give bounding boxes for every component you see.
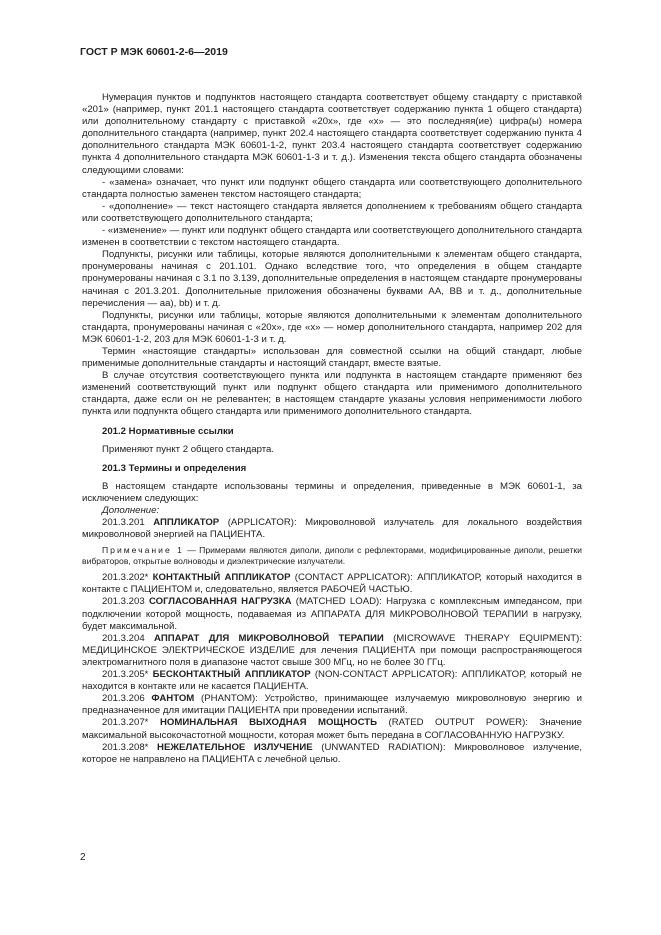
term-definition — [82, 596, 582, 632]
intro-paragraph: Подпункты, рисунки или таблицы, которые являются дополнительными к элементам общего стандарта, пронумерованы начиная с 201.101. Однако вследствие того, что определения в общем стандарте пронумерованы начиная с 3.1 по 3.139, дополнительные определения в настоящем стандарте пронумерованы начиная с 201.3.201. Дополнительные приложения обозначены буквами АА, ВВ и т. д., дополнительные перечисления — аа), bb) и т. д. — [82, 249, 582, 309]
intro-list-item: - «замена» означает, что пункт или подпункт общего стандарта или соответствующего дополнительного стандарта полностью заменен текстом настоящего стандарта; — [82, 176, 582, 200]
note-text: — Примерами являются диполи, диполи с рефлекторами, модифицированные диполи, решетки вибраторов, открытые волноводы и диэлектрические излучатели. — [82, 545, 582, 567]
section-text: В настоящем стандарте использованы термины и определения, приведенные в МЭК 60601-1, за исключением следующих: — [82, 480, 582, 504]
intro-paragraph: В случае отсутствия соответствующего пункта или подпункта в настоящем стандарте применяют без изменений соответствующий пункт или подпункт общего стандарта или применимого дополнительного стандарта, даже если он не релевантен; в настоящем стандарте указаны условия неприменимости любого пункта или подпункта общего стандарта или применимого дополнительного стандарта. — [82, 370, 582, 418]
term-name: СОГЛАСОВАННАЯ НАГРУЗКА — [148, 596, 292, 608]
term-name: ФАНТОМ — [151, 693, 195, 705]
term-def: (RATED OUTPUT POWER): Значение максимальной высокочастотной мощности, которая может быть передана в СОГЛАСОВАННУЮ НАГРУЗКУ. — [82, 717, 582, 741]
section-heading-normative-references: 201.2 Нормативные ссылки — [102, 425, 234, 437]
term-definition — [82, 693, 582, 717]
intro-paragraph: Нумерация пунктов и подпунктов настоящего стандарта соответствует общему стандарту с приставкой «201» (например, пункт 201.1 настоящего стандарта соответствует содержанию пункта 1 общего стандарта) или дополнительному стандарту с приставкой «20х», где «х» — это последняя(ие) цифра(ы) номера дополнительного стандарта (например, пункт 202.4 настоящего стандарта соответствует содержанию пункта 4 дополнительного стандарта МЭК 60601-1-2, пункт 203.4 настоящего стандарта соответствует содержанию пункта 4 дополнительного стандарта МЭК 60601-1-3 и т. д.). Изменения текста общего стандарта обозначены следующими словами: — [82, 92, 582, 176]
term-number: 201.3.203 — [102, 596, 145, 608]
term-name: БЕСКОНТАКТНЫЙ АППЛИКАТОР — [152, 669, 311, 681]
term-number: 201.3.202* — [102, 572, 149, 584]
page-body — [82, 92, 582, 766]
term-name: КОНТАКТНЫЙ АППЛИКАТОР — [152, 572, 291, 584]
page-number: 2 — [80, 852, 86, 863]
term-name: НОМИНАЛЬНАЯ ВЫХОДНАЯ МОЩНОСТЬ — [159, 717, 378, 729]
term-def: (MICROWAVE THERAPY EQUIPMENT): МЕДИЦИНСКОЕ ЭЛЕКТРИЧЕСКОЕ ИЗДЕЛИЕ для лечения ПАЦИЕНТА при помощи распространяющегося электромагнитного поля в диапазоне частот свыше 300 МГц, но не более 30 ГГц. — [82, 632, 582, 668]
intro-list-item: - «дополнение» — текст настоящего стандарта является дополнением к требованиям общего стандарта или соответствующего дополнительного стандарта; — [82, 200, 582, 224]
term-definition — [82, 742, 582, 766]
note — [82, 545, 582, 567]
term-definition — [82, 517, 582, 541]
term-definition — [82, 633, 582, 669]
term-number: 201.3.206 — [102, 693, 145, 705]
intro-list-item: - «изменение» — пункт или подпункт общего стандарта или соответствующего дополнительного стандарта изменен в соответствии с текстом настоящего стандарта. — [82, 225, 582, 249]
document-header: ГОСТ Р МЭК 60601-2-6—2019 — [80, 46, 228, 58]
term-number: 201.3.208* — [102, 741, 149, 753]
term-definition — [82, 572, 582, 596]
term-def: (MATCHED LOAD): Нагрузка с комплексным импедансом, при подключении которой мощность, подаваемая из АППАРАТА ДЛЯ МИКРОВОЛНОВОЙ ТЕРАПИИ в нагрузку, будет максимальной. — [82, 596, 582, 632]
term-definition — [82, 669, 582, 693]
term-number: 201.3.205* — [102, 669, 149, 681]
addition-label: Дополнение: — [102, 505, 160, 516]
term-number: 201.3.207* — [102, 717, 149, 729]
term-name: НЕЖЕЛАТЕЛЬНОЕ ИЗЛУЧЕНИЕ — [157, 741, 313, 753]
term-name: АППАРАТ ДЛЯ МИКРОВОЛНОВОЙ ТЕРАПИИ — [154, 632, 384, 644]
section-text: Применяют пункт 2 общего стандарта. — [102, 443, 275, 455]
term-definition — [82, 717, 582, 741]
term-def: (UNWANTED RADIATION): Микроволновое излучение, которое не направлено на ПАЦИЕНТА с лечебной целью. — [82, 741, 583, 765]
term-number: 201.3.201 — [102, 517, 145, 529]
intro-paragraph: Подпункты, рисунки или таблицы, которые являются дополнительными к элементам дополнительного стандарта, пронумерованы начиная с «20х», где «х» — номер дополнительного стандарта, например 202 для МЭК 60601-1-2, 203 для МЭК 60601-1-3 и т. д. — [82, 309, 582, 345]
section-heading-terms: 201.3 Термины и определения — [102, 462, 247, 474]
term-def: (PHANTOM): Устройство, принимающее излучаемую микроволновую энергию и предназначенное для имитации ПАЦИЕНТА при проведении испытаний. — [82, 693, 582, 717]
term-def: (APPLICATOR): Микроволновой излучатель для локального воздействия микроволновой энергией на ПАЦИЕНТА. — [82, 517, 582, 541]
term-number: 201.3.204 — [102, 632, 145, 644]
term-def: (NON-CONTACT APPLICATOR): АППЛИКАТОР, который не находится в контакте или не касается ПАЦИЕНТА. — [82, 669, 582, 693]
intro-paragraph: Термин «настоящие стандарты» использован для совместной ссылки на общий стандарт, любые применимые дополнительные стандарты и настоящий стандарт, вместе взятые. — [82, 345, 582, 370]
term-name: АППЛИКАТОР — [153, 517, 220, 529]
note-label: Примечание 1 — [102, 545, 184, 556]
term-def: (CONTACT APPLICATOR): АППЛИКАТОР, который находится в контакте с ПАЦИЕНТОМ и, следовательно, является РАБОЧЕЙ ЧАСТЬЮ. — [82, 572, 582, 596]
